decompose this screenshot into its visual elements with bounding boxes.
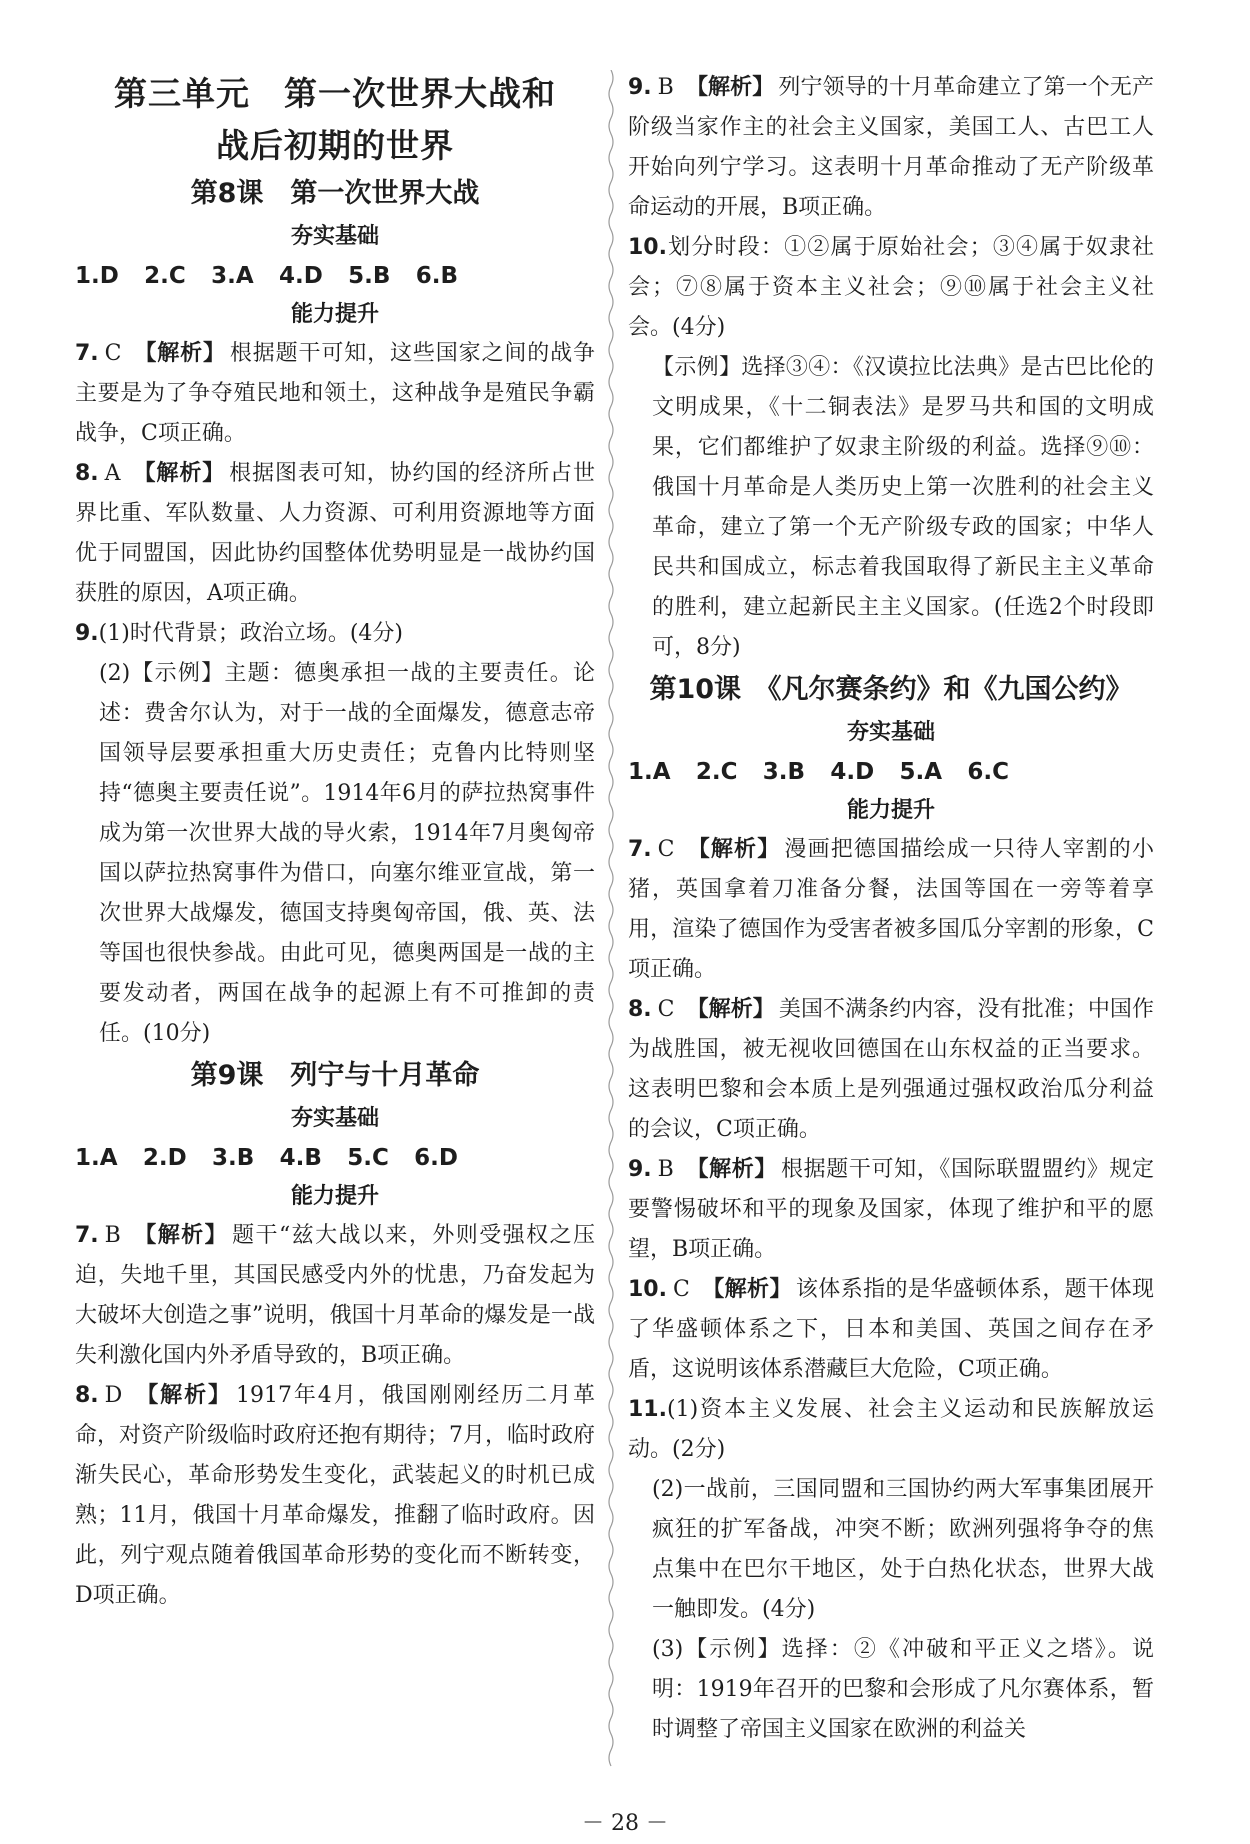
answer-letter: B [104, 1223, 121, 1248]
analysis-tag: 【解析】 [686, 837, 781, 862]
answer-letter: C [104, 341, 122, 366]
answer: 4.D [830, 759, 875, 785]
question-number: 7. [75, 341, 99, 366]
answer-part-1: (1)资本主义发展、社会主义运动和民族解放运动。(2分) [628, 1397, 1154, 1462]
analysis-tag: 【解析】 [701, 1277, 792, 1302]
question-number: 9. [628, 1157, 652, 1182]
left-column [75, 68, 595, 1616]
lesson10-q11 [628, 1390, 1154, 1750]
answer-part-1: (1)时代背景；政治立场。(4分) [98, 621, 403, 646]
unit-title: 第三单元 第一次世界大战和 [114, 74, 556, 113]
question-number: 11. [628, 1397, 667, 1422]
answer-part-1: 划分时段：①②属于原始社会；③④属于奴隶社会；⑦⑧属于资本主义社会；⑨⑩属于社会主义社会。(4分) [628, 235, 1154, 340]
unit-title-line2: 战后初期的世界 [216, 126, 454, 165]
lesson8-q9 [75, 614, 595, 1054]
question-number: 8. [75, 461, 99, 486]
right-column [628, 68, 1154, 1750]
answer-letter: C [657, 997, 675, 1022]
analysis-text: 该体系指的是华盛顿体系，题干体现了华盛顿体系之下，日本和美国、英国之间存在矛盾，这说明该体系潜藏巨大危险，C项正确。 [628, 1277, 1154, 1382]
lesson8-q8 [75, 454, 595, 614]
lesson9-q9 [628, 68, 1154, 228]
question-number: 9. [75, 621, 99, 646]
answer-letter: A [104, 461, 121, 486]
analysis-text: 题干“兹大战以来，外则受强权之压迫，失地千里，其国民感受内外的忧患，乃奋发起为大破坏大创造之事”说明，俄国十月革命的爆发是一战失利激化国内外矛盾导致的，B项正确。 [75, 1223, 595, 1368]
lesson10-advanced-label: 能力提升 [846, 798, 935, 823]
answer: 4.D [278, 263, 323, 289]
lesson9-basic-label: 夯实基础 [290, 1106, 379, 1131]
analysis-tag: 【解析】 [134, 1383, 232, 1408]
answer-part-2: (2)【示例】主题：德奥承担一战的主要责任。论述：费舍尔认为，对于一战的全面爆发，德意志帝国领导层要承担重大历史责任；克鲁内比特则坚持“德奥主要责任说”。1914年6月的萨拉热窝事件成为第一次世界大战的导火索，1914年7月奥匈帝国以萨拉热窝事件为借口，向塞尔维亚宣战，第一次世界大战爆发，德国支持奥匈帝国，俄、英、法等国也很快参战。由此可见，德奥两国是一战的主要发动者，两国在战争的起源上有不可推卸的责任。(10分) [99, 661, 595, 1046]
analysis-tag: 【解析】 [132, 1223, 229, 1248]
analysis-text: 根据图表可知，协约国的经济所占世界比重、军队数量、人力资源、可利用资源地等方面优于同盟国，因此协约国整体优势明显是一战协约国获胜的原因，A项正确。 [75, 461, 595, 606]
answer: 2.C [144, 263, 186, 289]
answer-letter: C [657, 837, 675, 862]
answer: 5.C [347, 1145, 389, 1171]
lesson10-basic-label: 夯实基础 [846, 720, 935, 745]
lesson8-q7 [75, 334, 595, 454]
answer-part-2: (2)一战前，三国同盟和三国协约两大军事集团展开疯狂的扩军备战，冲突不断；欧洲列强将争夺的焦点集中在巴尔干地区，处于白热化状态，世界大战一触即发。(4分) [652, 1477, 1154, 1622]
lesson10-title: 第10课 《凡尔赛条约》和《九国公约》 [649, 674, 1133, 705]
question-number: 7. [75, 1223, 99, 1248]
question-number: 10. [628, 1277, 667, 1302]
lesson8-basic-answers [75, 256, 595, 296]
analysis-tag: 【解析】 [685, 1157, 777, 1182]
answer: 2.C [695, 759, 738, 785]
analysis-text: 美国不满条约内容，没有批准；中国作为战胜国，被无视收回德国在山东权益的正当要求。这表明巴黎和会本质上是列强通过强权政治瓜分利益的会议，C项正确。 [628, 997, 1154, 1142]
lesson9-q7 [75, 1216, 595, 1376]
answer: 5.B [348, 263, 391, 289]
answer-letter: D [104, 1383, 123, 1408]
lesson8-basic-label: 夯实基础 [290, 224, 379, 249]
lesson9-title: 第9课 列宁与十月革命 [190, 1060, 480, 1091]
answer-part-2: 【示例】选择③④：《汉谟拉比法典》是古巴比伦的文明成果，《十二铜表法》是罗马共和国的文明成果，它们都维护了奴隶主阶级的利益。选择⑨⑩：俄国十月革命是人类历史上第一次胜利的社会主义革命，建立了第一个无产阶级专政的国家；中华人民共和国成立，标志着我国取得了新民主主义革命的胜利，建立起新民主主义国家。(任选2个时段即可，8分) [652, 355, 1154, 660]
lesson9-advanced-label: 能力提升 [290, 1184, 379, 1209]
lesson10-q10 [628, 1270, 1154, 1390]
analysis-tag: 【解析】 [132, 461, 226, 486]
answer: 1.A [75, 1145, 118, 1171]
question-number: 9. [628, 75, 652, 100]
analysis-text: 列宁领导的十月革命建立了第一个无产阶级当家作主的社会主义国家，美国工人、古巴工人开始向列宁学习。这表明十月革命推动了无产阶级革命运动的开展，B项正确。 [628, 75, 1154, 220]
analysis-text: 漫画把德国描绘成一只待人宰割的小猪，英国拿着刀准备分餐，法国等国在一旁等着享用，渲染了德国作为受害者被多国瓜分宰割的形象，C项正确。 [628, 837, 1154, 982]
answer: 1.A [628, 759, 671, 785]
lesson8-advanced-label: 能力提升 [290, 302, 379, 327]
answer-letter: C [672, 1277, 690, 1302]
lesson10-q8 [628, 990, 1154, 1150]
answer-part-3: (3)【示例】选择：②《冲破和平正义之塔》。说明：1919年召开的巴黎和会形成了凡尔赛体系，暂时调整了帝国主义国家在欧洲的利益关 [652, 1637, 1154, 1742]
answer: 6.B [415, 263, 458, 289]
column-divider [606, 70, 616, 1770]
page-number: － 28 － [582, 1811, 668, 1836]
answer: 5.A [899, 759, 943, 785]
question-number: 7. [628, 837, 652, 862]
question-number: 8. [628, 997, 652, 1022]
question-number: 8. [75, 1383, 99, 1408]
answer: 6.C [967, 759, 1010, 785]
answer-letter: B [657, 75, 674, 100]
lesson9-q8 [75, 1376, 595, 1616]
analysis-tag: 【解析】 [686, 997, 775, 1022]
analysis-text: 根据题干可知，这些国家之间的战争主要是为了争夺殖民地和领土，这种战争是殖民争霸战争，C项正确。 [75, 341, 595, 446]
answer: 3.A [211, 263, 254, 289]
analysis-text: 根据题干可知，《国际联盟盟约》规定要警惕破坏和平的现象及国家，体现了维护和平的愿望，B项正确。 [628, 1157, 1154, 1262]
answer: 6.D [414, 1145, 458, 1171]
analysis-tag: 【解析】 [133, 341, 226, 366]
lesson9-basic-answers [75, 1138, 595, 1178]
lesson10-q7 [628, 830, 1154, 990]
lesson9-q10 [628, 228, 1154, 668]
answer-letter: B [657, 1157, 674, 1182]
question-number: 10. [628, 235, 667, 260]
lesson8-title: 第8课 第一次世界大战 [190, 178, 480, 209]
answer: 3.B [762, 759, 806, 785]
answer: 4.B [279, 1145, 322, 1171]
lesson10-basic-answers [628, 752, 1154, 792]
lesson10-q9 [628, 1150, 1154, 1270]
analysis-text: 1917年4月，俄国刚刚经历二月革命，对资产阶级临时政府还抱有期待；7月，临时政府渐失民心，革命形势发生变化，武装起义的时机已成熟；11月，俄国十月革命爆发，推翻了临时政府。因此，列宁观点随着俄国革命形势的变化而不断转变，D项正确。 [75, 1383, 595, 1608]
answer: 3.B [212, 1145, 255, 1171]
answer: 1.D [75, 263, 119, 289]
analysis-tag: 【解析】 [685, 75, 775, 100]
answer: 2.D [142, 1145, 187, 1171]
